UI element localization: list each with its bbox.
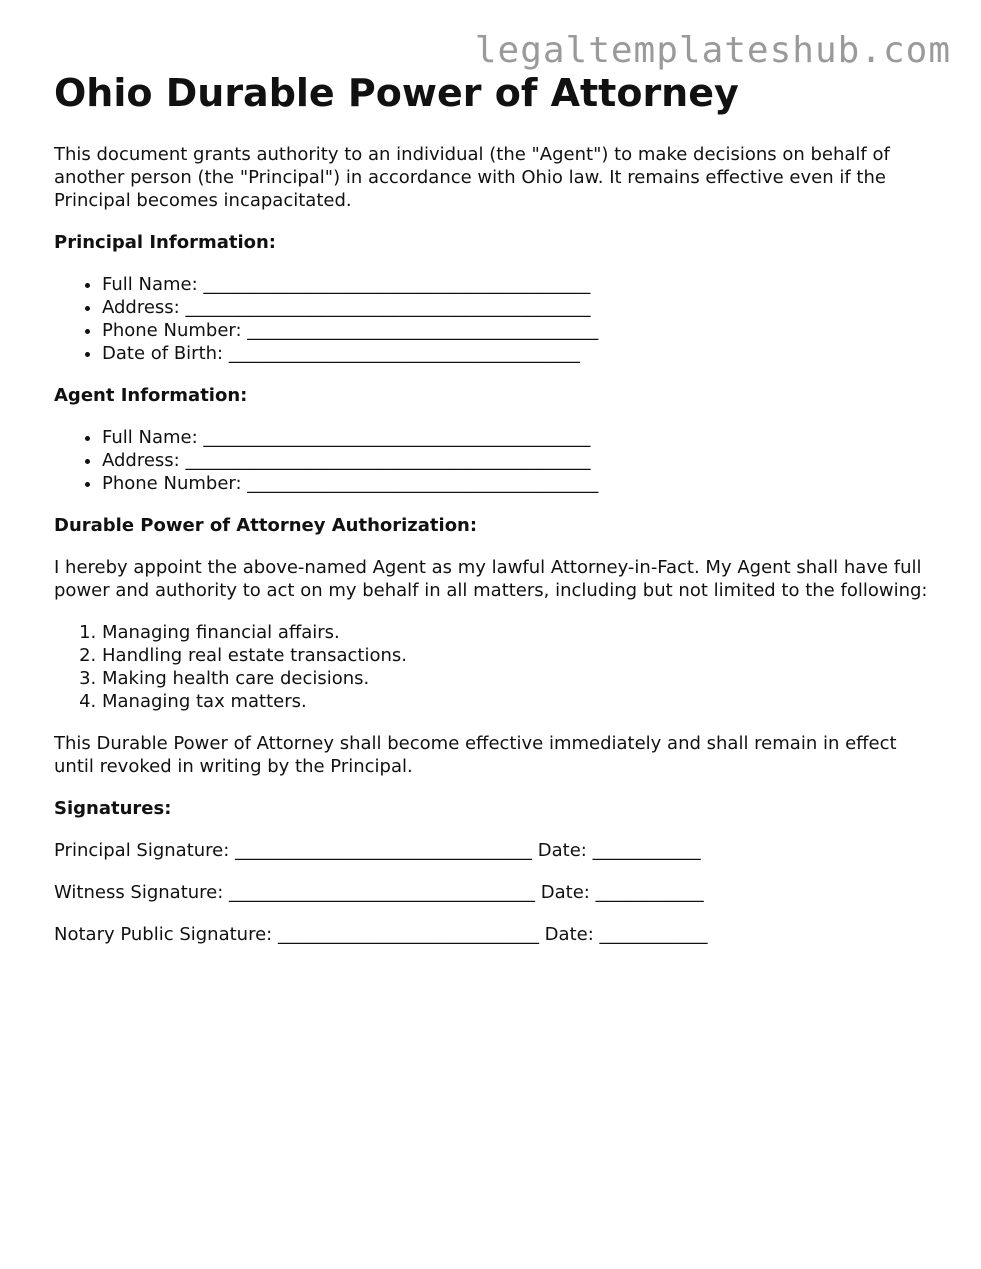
principal-dob: • Date of Birth: _______________________________________: [102, 342, 934, 365]
principal-address: • Address: _____________________________________________: [102, 296, 934, 319]
power-item: 4. Managing tax matters.: [102, 690, 934, 713]
principal-heading: Principal Information:: [54, 232, 277, 253]
agent-address: • Address: _____________________________________________: [102, 449, 934, 472]
power-item: 1. Managing financial affairs.: [102, 621, 934, 644]
principal-signature-line: Principal Signature: _________________________________ Date: ____________: [54, 840, 701, 861]
document-body: [54, 70, 934, 946]
powers-list: [54, 621, 934, 713]
agent-fields: [54, 426, 934, 495]
document-title: Ohio Durable Power of Attorney: [54, 71, 739, 115]
power-item: 3. Making health care decisions.: [102, 667, 934, 690]
agent-full-name: • Full Name: ___________________________________________: [102, 426, 934, 449]
watermark: legaltemplateshub.com: [474, 30, 951, 71]
intro-paragraph: This document grants authority to an individual (the "Agent") to make decisions on behalf of another person (the "Principal") in accordance with Ohio law. It remains effective even if the Principal becomes incapacitated.: [54, 144, 890, 211]
principal-fields: [54, 273, 934, 365]
notary-signature-line: Notary Public Signature: _____________________________ Date: ____________: [54, 924, 708, 945]
principal-phone: • Phone Number: _______________________________________: [102, 319, 934, 342]
agent-phone: • Phone Number: _______________________________________: [102, 472, 934, 495]
principal-full-name: • Full Name: ___________________________________________: [102, 273, 934, 296]
authorization-heading: Durable Power of Attorney Authorization:: [54, 515, 478, 536]
power-item: 2. Handling real estate transactions.: [102, 644, 934, 667]
agent-heading: Agent Information:: [54, 385, 248, 406]
effective-clause: This Durable Power of Attorney shall become effective immediately and shall remain in effect until revoked in writing by the Principal.: [54, 733, 897, 777]
signatures-heading: Signatures:: [54, 798, 172, 819]
witness-signature-line: Witness Signature: __________________________________ Date: ____________: [54, 882, 704, 903]
authorization-text: I hereby appoint the above-named Agent as my lawful Attorney-in-Fact. My Agent shall have full power and authority to act on my behalf in all matters, including but not limited to the following:: [54, 557, 928, 601]
